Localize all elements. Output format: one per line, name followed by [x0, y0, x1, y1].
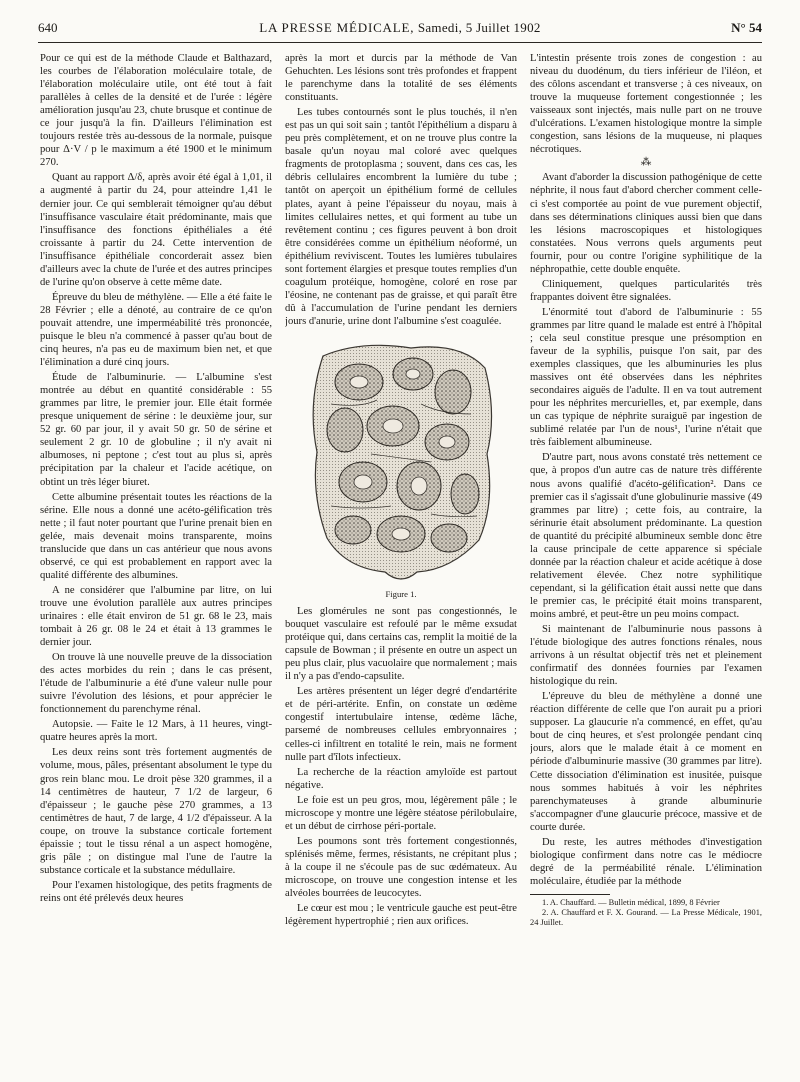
figure-caption: Figure 1. — [385, 588, 417, 599]
paragraph: Les artères présentent un léger degré d'endartérite et de péri-artérite. Enfin, on constate un œdème congestif intertubulaire intense, œdème lâche, parsemé de nombreuses cellules embryonnaires ; celles-ci infiltrent en totalité le rein, mais ne forment nulle part d'îlots infectieux. — [285, 686, 517, 763]
paragraph: Les poumons sont très fortement congestionnés, splénisés même, fermes, résistants, ne crépitant plus ; à la coupe il ne s'écoule pas de suc œdémateux. Au microscope, on trouve une congestion intense et les alvéoles bourrées de leucocytes. — [285, 835, 517, 900]
paragraph: Du reste, les autres méthodes d'investigation biologique confirment dans notre cas le médiocre degré de la perméabilité rénale. L'élimination moléculaire, étudiée par la méthode — [530, 836, 762, 887]
footnote: 1. A. Chauffard. — Bulletin médical, 1899, 8 Février — [542, 897, 720, 907]
paragraph: Les deux reins sont très fortement augmentés de volume, mous, pâles, présentant absolument le type du gros rein blanc mou. Le droit pèse 320 grammes, il a 14 centimètres de hauteur, 7 1/2 de largeur, 6 d'épaisseur ; le gauche pèse 270 grammes, a 13 centimètres de haut, 7 de large, 4 1/2 d'épaisseur. A la coupe, on trouve la substance corticale fortement épaissie ; tout le tissu rénal a un aspect homogène, gris pâle ; on distingue mal l'une de l'autre la substance corticale et la substance médullaire. — [40, 747, 272, 876]
footnote: 2. A. Chauffard et F. X. Gourand. — La Presse Médicale, 1901, 24 Juillet. — [530, 908, 762, 928]
paragraph: Cliniquement, quelques particularités très frappantes doivent être signalées. — [530, 278, 762, 303]
page-number: 640 — [38, 20, 58, 35]
paragraph: Autopsie. — Faite le 12 Mars, à 11 heures, vingt-quatre heures après la mort. — [40, 719, 272, 744]
column-right — [530, 52, 762, 1068]
paragraph: A ne considérer que l'albumine par litre, on lui trouve une évolution parallèle aux autres principes urinaires : elle était environ de 51 gr. 68 le 23, mais tombait à 26 gr. 08 le 24 et était à 13 grammes le dernier jour. — [40, 584, 272, 649]
paragraph: Le foie est un peu gros, mou, légèrement pâle ; le microscope y montre une légère stéatose périlobulaire, et un début de cirrhose péri-portale. — [285, 794, 517, 832]
paragraph: Quant au rapport Δ/δ, après avoir été égal à 1,01, il a augmenté à partir du 24, pour atteindre 1,41 le dernier jour. Ce qui semblerait témoigner qu'au début l'insuffisance vasculaire était prédominante, mais que l'insuffisance des fonctions épithéliales a été croissante à partir du 24. Cette intervention de l'insuffisance épithéliale concorderait assez bien d'ailleurs avec la chute de l'urée et des autres principes de l'urine qu'on observe à cette même date. — [40, 172, 272, 288]
journal-name: LA PRESSE MÉDICALE, — [259, 20, 415, 35]
paragraph: Si maintenant de l'albuminurie nous passons à l'étude biologique des autres fonctions rénales, nous arrivons à un résultat objectif très net et pleinement confirmatif des données fournies par l'examen histologique du rein. — [530, 624, 762, 688]
section-ornament: ⁂ — [640, 157, 652, 169]
paragraph: Épreuve du bleu de méthylène. — Elle a été faite le 28 Février ; elle a dénoté, au contraire de ce qu'on pouvait attendre, une imperméabilité très prononcée, puisque le bleu n'a commencé à passer qu'au bout de cinq heures, n'a pas eu de maximum bien net, et que l'élimination a duré cinq jours. — [40, 291, 272, 369]
paragraph: Pour l'examen histologique, des petits fragments de reins ont été prélevés deux heures — [40, 879, 272, 904]
page-header — [38, 18, 762, 43]
kidney-section-illustration — [301, 334, 501, 586]
paragraph: Les tubes contournés sont le plus touchés, il n'en est pas un qui soit sain ; tantôt l'épithélium a disparu à peu près complètement, et on ne trouve plus contre la basale qu'un noyau mal coloré avec quelques fragments de protoplasma ; souvent, dans ces cas, les débris cellulaires encombrent la lumière du tube ; tantôt on aperçoit un épithélium formé de cellules plates, ayant à peine l'épaisseur du noyau, mais à limites cellulaires nettes, et qui forment au tube un revêtement continu ; ces figures peuvent à bon droit être considérées comme un épithélium néoformé, un épithélium reviviscent. Toutes les lumières tubulaires sont fortement élargies et presque toutes remplies d'un coagulum protéique, homogène, coloré en rose par l'éosine, ne contenant pas de graisse, et qui paraît être dû à l'accumulation de l'urine pendant les derniers jours d'anurie, urine dont l'albumine s'est coagulée. — [285, 107, 517, 327]
issue-number: N° 54 — [731, 20, 762, 35]
column-middle — [285, 52, 517, 1068]
footnote-divider — [530, 894, 610, 895]
paragraph: Le cœur est mou ; le ventricule gauche est peut-être légèrement hypertrophié ; rien aux orifices. — [285, 903, 517, 928]
paragraph: Pour ce qui est de la méthode Claude et Balthazard, les courbes de l'élaboration moléculaire totale, de l'élaboration moléculaire utile, ont été tout à fait parallèles à celles de la densité et de l'urée : légère amélioration jusqu'au 23, chute brusque et continue de ce jour jusqu'à la fin. D'ailleurs l'élimination est toujours restée très au-dessous de la normale, puisque pour Δ·V / p le maximum a été 1900 et le minimum 270. — [40, 53, 272, 169]
paragraph: D'autre part, nous avons constaté très nettement ce que, à propos d'un autre cas de nature très différente nous avons qualifié d'acéto-gélification². Dans ce premier cas il s'agissait d'une globulinurie massive (49 grammes par litre) ; cette fois, au contraire, la sérinurie était absolument prédominante. La question de quantité du précipité albumineux semble donc être la cause principale de cette apparence si spéciale donnée par la réaction chaleur et acide acétique à dose relativement élevée. Chez notre syphilitique cependant, si la gélification était aussi nette que dans le premier cas, le précipité était moins transparent, moins ambré, et peut-être un peu moins compact. — [530, 452, 762, 620]
histology-figure — [285, 334, 517, 601]
paragraph: après la mort et durcis par la méthode de Van Gehuchten. Les lésions sont très profondes et frappent le parenchyme dans la totalité de ses éléments constituants. — [285, 53, 517, 104]
paragraph: Les glomérules ne sont pas congestionnés, le bouquet vasculaire est refoulé par le même exsudat protéique qui, dans certains cas, remplit la moitié de la capsule de Bowman ; il présente en outre un aspect un peu plus clair, plus vacuolaire que normalement ; mais il n'y a pas d'endo-capsulite. — [285, 606, 517, 683]
column-left — [40, 52, 272, 1068]
paragraph: L'énormité tout d'abord de l'albuminurie : 55 grammes par litre quand le malade est entré à l'hôpital ; cela seul constitue presque une présomption en faveur de la syphilis, puisque l'on sait, par des exemples classiques, que les albuminuries les plus massives ont été observées dans les néphrites secondaires aiguës de l'adulte. Il en va tout autrement pour les néphrites mercurielles, et, par exemple, dans un cas typique de néphrite suraiguë par ingestion de sublimé relatée par l'un de nous¹, l'urine n'était que très faiblement albumineuse. — [530, 306, 762, 449]
paragraph: On trouve là une nouvelle preuve de la dissociation des actes morbides du rein ; dans le cas présent, l'étude de l'albuminurie a été d'une valeur nulle pour suivre l'évolution des lésions, et pour apprécier le fonctionnement du parenchyme rénal. — [40, 652, 272, 716]
issue-date: Samedi, 5 Juillet 1902 — [417, 20, 541, 35]
paragraph: L'intestin présente trois zones de congestion : au niveau du duodénum, du tiers inférieur de l'iléon, et des côlons ascendant et transverse ; à ces niveaux, on trouve la muqueuse fortement congestionnée ; les vaisseaux sont injectés, mais nulle part on ne trouve d'ulcérations. L'examen histologique montre la simple congestion, sans lésions de la muqueuse, ni plaques nécrotiques. — [530, 53, 762, 156]
paragraph: Cette albumine présentait toutes les réactions de la sérine. Elle nous a donné une acéto-gélification très nette ; il faut noter pourtant que l'urine prenait bien en gelée, mais devenait moins transparente, moins translucide que dans un cas antérieur que nous avons observé, ce qui est probablement en rapport avec la qualité différente des albumines. — [40, 491, 272, 581]
paragraph: Étude de l'albuminurie. — L'albumine s'est montrée au début en quantité considérable : 55 grammes par litre, le premier jour. Elle était formée presque uniquement de sérine : le deuxième jour, sur 52 gr. 60 par jour, il y avait 50 gr. 50 de sérine et seulement 2 gr. 10 de globuline ; il n'y avait ni albumoses, ni peptone ; c'est tout au plus si, après précipitation par la chaleur et l'acide acétique, on obtint un très léger biuret. — [40, 372, 272, 488]
running-title — [38, 20, 762, 36]
paragraph: Avant d'aborder la discussion pathogénique de cette néphrite, il nous faut d'abord chercher comment celle-ci s'est comportée au point de vue purement objectif, dans ses déterminations cliniques aussi bien que dans les lésions macroscopiques et histologiques constatées. Nous verrons quels arguments peut fournir, pour ou contre l'origine syphilitique de la néphropathie, cette double enquête. — [530, 172, 762, 275]
paragraph: La recherche de la réaction amyloïde est partout négative. — [285, 766, 517, 791]
paragraph: L'épreuve du bleu de méthylène a donné une réaction différente de celle que l'on aurait pu a priori supposer. La glaucurie n'a commencé, en effet, qu'au bout de cinq heures, et s'est prolongée pendant cinq jours, alors que le malade était à ce moment en période d'albuminurie massive (30 grammes par litre). Cette dissociation d'élimination est inusitée, puisque nous sommes habitués à voir les néphrites parenchymateuses à grande albuminurie s'accompagner d'une glaucurie précoce, massive et de courte durée. — [530, 691, 762, 833]
